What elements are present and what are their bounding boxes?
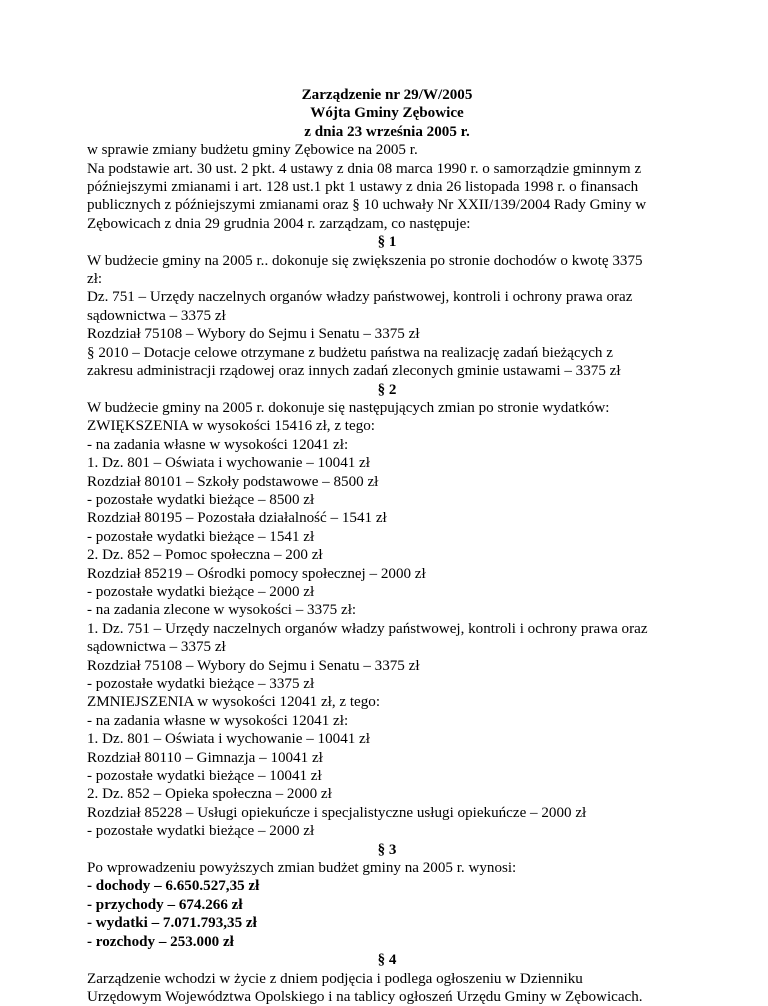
body-text-line: zł: [87, 271, 103, 288]
body-text-line: 1. Dz. 801 – Oświata i wychowanie – 10041 zł [87, 455, 370, 472]
body-text-line: W budżecie gminy na 2005 r.. dokonuje się zwiększenia po stronie dochodów o kwotę 3375 [87, 252, 643, 269]
budget-summary-line: - wydatki – 7.071.793,35 zł [87, 915, 257, 932]
section-heading: § 1 [377, 234, 397, 251]
body-text-line: Rozdział 80195 – Pozostała działalność – 1541 zł [87, 510, 387, 527]
body-text-line: - pozostałe wydatki bieżące – 10041 zł [87, 768, 322, 785]
document-page [87, 86, 687, 1006]
body-text-line: późniejszymi zmianami i art. 128 ust.1 pkt 1 ustawy z dnia 26 listopada 1998 r. o finansach [87, 179, 639, 196]
body-text-line: Rozdział 75108 – Wybory do Sejmu i Senatu – 3375 zł [87, 326, 420, 343]
body-text-line: Rozdział 85228 – Usługi opiekuńcze i specjalistyczne usługi opiekuńcze – 2000 zł [87, 804, 587, 821]
body-text-line: sądownictwa – 3375 zł [87, 307, 226, 324]
body-text-line: - pozostałe wydatki bieżące – 3375 zł [87, 676, 315, 692]
body-text-line: Rozdział 85219 – Ośrodki pomocy społecznej – 2000 zł [87, 565, 426, 582]
body-text-line: § 2010 – Dotacje celowe otrzymane z budżetu państwa na realizację zadań bieżących z [87, 344, 613, 361]
body-text-line: Zarządzenie wchodzi w życie z dniem podjęcia i podlega ogłoszeniu w Dzienniku [87, 970, 583, 987]
document-date: z dnia 23 września 2005 r. [304, 123, 470, 140]
budget-summary-line: - dochody – 6.650.527,35 zł [87, 878, 260, 895]
section-heading: § 2 [377, 381, 397, 398]
body-text-line: zakresu administracji rządowej oraz innych zadań zleconych gminie ustawami – 3375 zł [87, 363, 621, 380]
body-text-line: W budżecie gminy na 2005 r. dokonuje się następujących zmian po stronie wydatków: [87, 399, 610, 416]
body-text-line: - pozostałe wydatki bieżące – 2000 zł [87, 583, 315, 600]
body-text-line: Rozdział 80110 – Gimnazja – 10041 zł [87, 749, 323, 766]
body-text-line: 2. Dz. 852 – Pomoc społeczna – 200 zł [87, 547, 323, 564]
body-text-line: - na zadania zlecone w wysokości – 3375 zł: [87, 602, 357, 619]
body-text-line: - pozostałe wydatki bieżące – 2000 zł [87, 823, 315, 840]
body-text-line: 1. Dz. 751 – Urzędy naczelnych organów władzy państwowej, kontroli i ochrony prawa oraz [87, 620, 648, 637]
section-heading: § 4 [377, 952, 397, 969]
body-text-line: - pozostałe wydatki bieżące – 1541 zł [87, 528, 315, 545]
body-text-line: publicznych z późniejszymi zmianami oraz § 10 uchwały Nr XXII/139/2004 Rady Gminy w [87, 197, 647, 214]
body-text-line: Urzędowym Województwa Opolskiego i na tablicy ogłoszeń Urzędu Gminy w Zębowicach. [87, 988, 643, 1005]
body-text-line: ZWIĘKSZENIA w wysokości 15416 zł, z tego: [87, 418, 375, 435]
body-text-line: Zębowicach z dnia 29 grudnia 2004 r. zarządzam, co następuje: [87, 215, 471, 232]
body-text-line: w sprawie zmiany budżetu gminy Zębowice na 2005 r. [87, 142, 418, 159]
section-heading: § 3 [377, 841, 397, 858]
body-text-line: 1. Dz. 801 – Oświata i wychowanie – 10041 zł [87, 731, 370, 748]
body-text-line: - na zadania własne w wysokości 12041 zł: [87, 436, 349, 453]
body-text-line: sądownictwa – 3375 zł [87, 639, 226, 656]
body-text-line: - pozostałe wydatki bieżące – 8500 zł [87, 491, 315, 508]
body-text-line: Na podstawie art. 30 ust. 2 pkt. 4 ustawy z dnia 08 marca 1990 r. o samorządzie gminnym z [87, 160, 642, 177]
budget-summary-line: - rozchody – 253.000 zł [87, 933, 234, 950]
document-body [87, 141, 687, 1006]
document-title: Zarządzenie nr 29/W/2005 [301, 87, 473, 103]
document-issuer: Wójta Gminy Zębowice [310, 105, 464, 122]
body-text-line: 2. Dz. 852 – Opieka społeczna – 2000 zł [87, 786, 332, 803]
body-text-line: Po wprowadzeniu powyższych zmian budżet gminy na 2005 r. wynosi: [87, 860, 517, 877]
budget-summary-line: - przychody – 674.266 zł [87, 896, 243, 913]
body-text-line: Rozdział 75108 – Wybory do Sejmu i Senatu – 3375 zł [87, 657, 420, 674]
body-text-line: Dz. 751 – Urzędy naczelnych organów władzy państwowej, kontroli i ochrony prawa oraz [87, 289, 633, 306]
body-text-line: ZMNIEJSZENIA w wysokości 12041 zł, z tego: [87, 694, 381, 711]
body-text-line: - na zadania własne w wysokości 12041 zł: [87, 712, 349, 729]
body-text-line: Rozdział 80101 – Szkoły podstawowe – 8500 zł [87, 473, 379, 490]
